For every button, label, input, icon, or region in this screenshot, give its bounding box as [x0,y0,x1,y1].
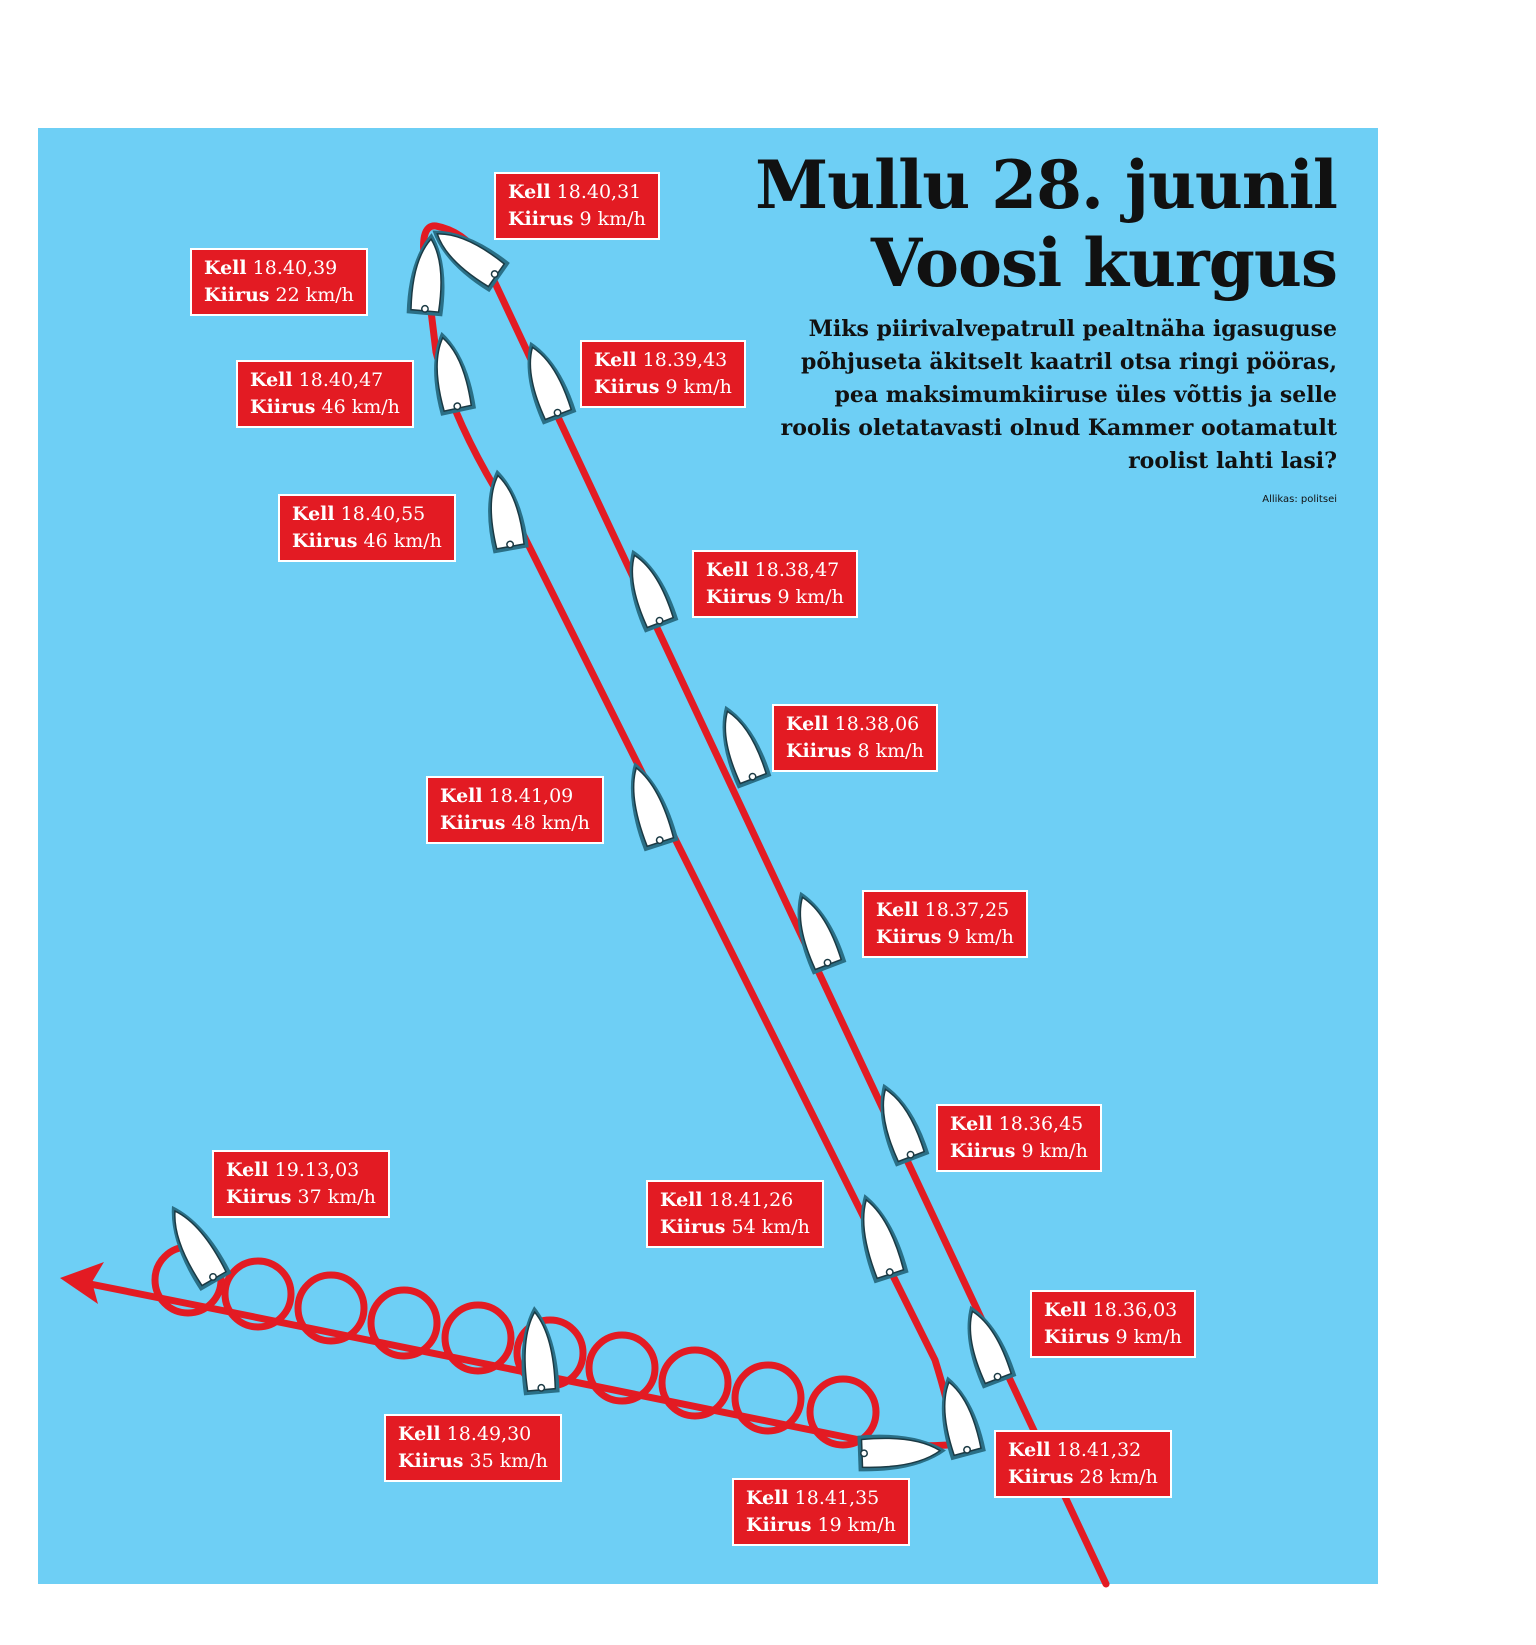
time-value: 19.13,03 [268,1159,360,1181]
speed-value: 9 km/h [573,208,646,230]
speed-value: 9 km/h [771,586,844,608]
speed-word: Kiirus [440,812,506,834]
position-label [1030,1290,1196,1358]
time-value: 18.37,25 [918,899,1010,921]
speed-word: Kiirus [226,1186,292,1208]
position-label [212,1150,390,1218]
speed-value: 46 km/h [315,396,400,418]
position-label [936,1104,1102,1172]
time-word: Kell [786,713,829,735]
time-word: Kell [1008,1439,1051,1461]
label-speed-row [204,282,354,309]
position-label [426,776,604,844]
time-value: 18.40,31 [550,181,642,203]
label-speed-row [660,1214,810,1241]
time-word: Kell [398,1423,441,1445]
time-value: 18.38,06 [828,713,920,735]
speed-word: Kiirus [1008,1466,1074,1488]
label-speed-row [876,924,1014,951]
position-label [190,248,368,316]
position-label [692,550,858,618]
time-value: 18.41,26 [702,1189,794,1211]
speed-word: Kiirus [746,1514,812,1536]
time-value: 18.41,09 [482,785,574,807]
label-speed-row [950,1138,1088,1165]
time-value: 18.40,39 [246,257,338,279]
time-word: Kell [660,1189,703,1211]
source-note: Allikas: politsei [1262,494,1337,505]
label-time-row [786,711,924,738]
label-speed-row [292,528,442,555]
time-value: 18.41,32 [1050,1439,1142,1461]
label-time-row [876,897,1014,924]
label-time-row [398,1421,548,1448]
time-word: Kell [950,1113,993,1135]
time-value: 18.41,35 [788,1487,880,1509]
title-line-1: Mullu 28. juunil [755,146,1337,224]
time-word: Kell [250,369,293,391]
time-word: Kell [204,257,247,279]
speed-value: 37 km/h [291,1186,376,1208]
description: Miks piirivalvepatrull pealtnäha igasuguse põhjuseta äkitselt kaatril otsa ringi pööras, pea maksimumkiiruse üles võttis ja selle roolis oletatavasti olnud Kammer ootamatult roolist lahti lasi? [780,316,1337,474]
speed-value: 9 km/h [941,926,1014,948]
label-time-row [1044,1297,1182,1324]
label-time-row [440,783,590,810]
time-word: Kell [746,1487,789,1509]
speed-word: Kiirus [508,208,574,230]
speed-word: Kiirus [876,926,942,948]
speed-value: 19 km/h [811,1514,896,1536]
position-label [494,172,660,240]
label-time-row [204,255,354,282]
label-time-row [250,367,400,394]
label-time-row [1008,1437,1158,1464]
speed-word: Kiirus [250,396,316,418]
label-speed-row [440,810,590,837]
time-word: Kell [440,785,483,807]
label-speed-row [398,1448,548,1475]
position-label [772,704,938,772]
time-word: Kell [508,181,551,203]
label-time-row [226,1157,376,1184]
time-word: Kell [876,899,919,921]
speed-word: Kiirus [594,376,660,398]
label-time-row [292,501,442,528]
label-time-row [950,1111,1088,1138]
speed-value: 28 km/h [1073,1466,1158,1488]
position-label [278,494,456,562]
title-line-2: Voosi kurgus [870,224,1337,302]
position-label [646,1180,824,1248]
label-time-row [660,1187,810,1214]
label-time-row [594,347,732,374]
speed-word: Kiirus [706,586,772,608]
position-label [994,1430,1172,1498]
speed-value: 46 km/h [357,530,442,552]
position-label [236,360,414,428]
position-label [732,1478,910,1546]
speed-word: Kiirus [204,284,270,306]
time-value: 18.40,55 [334,503,426,525]
speed-value: 54 km/h [725,1216,810,1238]
time-word: Kell [226,1159,269,1181]
speed-word: Kiirus [786,740,852,762]
time-value: 18.36,03 [1086,1299,1178,1321]
position-label [384,1414,562,1482]
label-time-row [706,557,844,584]
time-word: Kell [706,559,749,581]
time-value: 18.38,47 [748,559,840,581]
label-speed-row [706,584,844,611]
speed-value: 35 km/h [463,1450,548,1472]
label-speed-row [746,1512,896,1539]
label-speed-row [508,206,646,233]
time-word: Kell [292,503,335,525]
speed-value: 9 km/h [1109,1326,1182,1348]
time-value: 18.39,43 [636,349,728,371]
label-speed-row [1044,1324,1182,1351]
speed-word: Kiirus [398,1450,464,1472]
speed-value: 9 km/h [659,376,732,398]
speed-word: Kiirus [292,530,358,552]
time-word: Kell [1044,1299,1087,1321]
time-value: 18.49,30 [440,1423,532,1445]
label-time-row [746,1485,896,1512]
speed-word: Kiirus [660,1216,726,1238]
speed-value: 9 km/h [1015,1140,1088,1162]
label-speed-row [226,1184,376,1211]
label-speed-row [786,738,924,765]
label-speed-row [250,394,400,421]
label-speed-row [1008,1464,1158,1491]
position-label [862,890,1028,958]
position-label [580,340,746,408]
time-value: 18.40,47 [292,369,384,391]
time-word: Kell [594,349,637,371]
label-time-row [508,179,646,206]
speed-word: Kiirus [1044,1326,1110,1348]
speed-word: Kiirus [950,1140,1016,1162]
speed-value: 48 km/h [505,812,590,834]
time-value: 18.36,45 [992,1113,1084,1135]
label-speed-row [594,374,732,401]
speed-value: 22 km/h [269,284,354,306]
speed-value: 8 km/h [851,740,924,762]
